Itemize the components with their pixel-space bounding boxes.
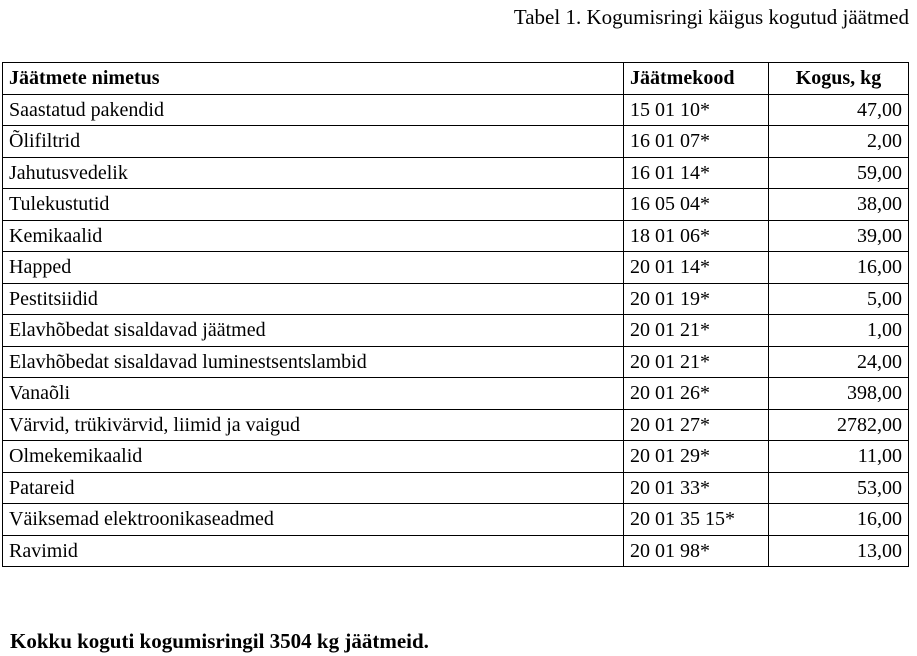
cell-waste-name: Kemikaalid <box>3 220 624 252</box>
cell-waste-code: 20 01 98* <box>624 535 769 567</box>
table-body <box>3 94 909 567</box>
cell-amount: 2782,00 <box>769 409 909 441</box>
cell-waste-code: 20 01 21* <box>624 346 769 378</box>
table-row <box>3 535 909 567</box>
cell-amount: 38,00 <box>769 189 909 221</box>
table-row <box>3 220 909 252</box>
cell-waste-name: Väiksemad elektroonikaseadmed <box>3 504 624 536</box>
cell-waste-name: Olmekemikaalid <box>3 441 624 473</box>
cell-amount: 16,00 <box>769 252 909 284</box>
cell-waste-name: Elavhõbedat sisaldavad luminestsentslambid <box>3 346 624 378</box>
table-row <box>3 472 909 504</box>
cell-waste-name: Jahutusvedelik <box>3 157 624 189</box>
table-row <box>3 409 909 441</box>
cell-waste-code: 20 01 21* <box>624 315 769 347</box>
cell-waste-name: Pestitsiidid <box>3 283 624 315</box>
summary-text: Kokku koguti kogumisringil 3504 kg jäätmeid. <box>10 629 429 653</box>
cell-waste-name: Tulekustutid <box>3 189 624 221</box>
cell-waste-name: Elavhõbedat sisaldavad jäätmed <box>3 315 624 347</box>
table-row <box>3 504 909 536</box>
table-row <box>3 315 909 347</box>
cell-waste-code: 20 01 33* <box>624 472 769 504</box>
cell-waste-code: 20 01 26* <box>624 378 769 410</box>
table-header-row <box>3 63 909 95</box>
table-row <box>3 346 909 378</box>
cell-amount: 1,00 <box>769 315 909 347</box>
table-row <box>3 378 909 410</box>
table-row <box>3 189 909 221</box>
header-waste-code: Jäätmekood <box>624 63 769 95</box>
cell-waste-name: Värvid, trükivärvid, liimid ja vaigud <box>3 409 624 441</box>
header-amount: Kogus, kg <box>769 63 909 95</box>
cell-amount: 39,00 <box>769 220 909 252</box>
cell-waste-name: Ravimid <box>3 535 624 567</box>
table-row <box>3 126 909 158</box>
cell-waste-name: Patareid <box>3 472 624 504</box>
cell-waste-code: 16 01 14* <box>624 157 769 189</box>
cell-waste-code: 15 01 10* <box>624 94 769 126</box>
cell-amount: 5,00 <box>769 283 909 315</box>
cell-waste-code: 18 01 06* <box>624 220 769 252</box>
cell-waste-name: Vanaõli <box>3 378 624 410</box>
cell-waste-code: 20 01 19* <box>624 283 769 315</box>
table-row <box>3 252 909 284</box>
cell-amount: 53,00 <box>769 472 909 504</box>
cell-waste-code: 20 01 14* <box>624 252 769 284</box>
cell-waste-name: Õlifiltrid <box>3 126 624 158</box>
cell-amount: 11,00 <box>769 441 909 473</box>
table-row <box>3 283 909 315</box>
waste-table <box>2 62 909 567</box>
cell-waste-name: Happed <box>3 252 624 284</box>
table-caption: Tabel 1. Kogumisringi käigus kogutud jäätmed <box>513 5 909 29</box>
cell-waste-code: 16 05 04* <box>624 189 769 221</box>
cell-amount: 13,00 <box>769 535 909 567</box>
cell-amount: 16,00 <box>769 504 909 536</box>
table-row <box>3 441 909 473</box>
header-waste-name: Jäätmete nimetus <box>3 63 624 95</box>
cell-waste-code: 16 01 07* <box>624 126 769 158</box>
cell-waste-name: Saastatud pakendid <box>3 94 624 126</box>
cell-waste-code: 20 01 35 15* <box>624 504 769 536</box>
cell-waste-code: 20 01 27* <box>624 409 769 441</box>
table-row <box>3 157 909 189</box>
cell-amount: 47,00 <box>769 94 909 126</box>
cell-amount: 59,00 <box>769 157 909 189</box>
cell-amount: 398,00 <box>769 378 909 410</box>
cell-amount: 2,00 <box>769 126 909 158</box>
cell-amount: 24,00 <box>769 346 909 378</box>
cell-waste-code: 20 01 29* <box>624 441 769 473</box>
table-row <box>3 94 909 126</box>
